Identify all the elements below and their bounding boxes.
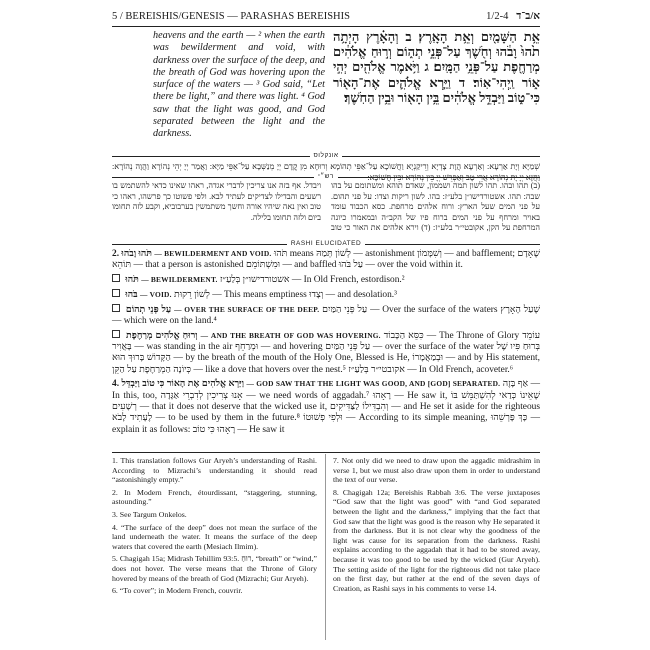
entry-number: 4. (112, 379, 120, 390)
entry-heading-english: — BEWILDERMENT AND VOID. (154, 249, 272, 258)
entry-body: כִּסֵּא הַכָּבוֹד — The Throne of Glory עוֹמֵד בָּאֲוִיר — was standing in the air וּמְרַחֵף — and hovering עַל פְּנֵי הַמַּיִם — over the surface of the water בְּרוּחַ פִּיו שֶׁל הַקָּדוֹשׁ בָּרוּךְ הוּא — by the breath of the mouth of the Holy One, Blessed is He, וּבְמַאֲמָרוֹ — and by His statement, כְּיוֹנָה הַמְרַחֶפֶת עַל הַקֵּן — like a dove that hovers over the nest.⁵ אקובטי״ר בְּלַעַ״ז — In Old French, acoveter.⁶ (112, 330, 541, 375)
entry-body: אַף בָּזֶה — In this, too, אָנוּ צְרִיכִין לְדִבְרֵי אַגָּדָה — we need words of aggadah.⁷ רָאָהוּ — He saw it, שֶׁאֵינוֹ כְּדַאי לְהִשְׁתַּמֵּשׁ בּוֹ רְשָׁעִים — that it does not deserve that the wicked use it, וְהִבְדִּילוֹ לַצַּדִּיקִים — and He set it aside for the righteous לֶעָתִיד לָבֹא — to be used by them in the future.⁸ וּלְפִי פְשׁוּטוֹ — According to its simple meaning, כָּךְ פָּרְשֵׁהוּ — explain it as follows: רָאָהוּ כִּי טוֹב — He saw it (112, 379, 541, 435)
elucidated-entry (112, 330, 540, 376)
running-header (112, 11, 540, 25)
rashi-label-text: רש״י (314, 173, 338, 180)
footnote: 1. This translation follows Gur Aryeh’s understanding of Rashi. According to Mizrachi’s understanding it should read “astonishingly empty.” (112, 456, 317, 485)
entry-box-marker (112, 289, 120, 297)
rashi-elucidated (112, 248, 540, 438)
entry-body: עַל פְּנֵי הַמַּיִם — Over the surface of the waters שֶׁעַל הָאָרֶץ — which were on the land.⁴ (112, 304, 541, 326)
entry-heading-english: — GOD SAW THAT THE LIGHT WAS GOOD, AND [GOD] SEPARATED. (246, 379, 501, 389)
entry-heading-english: — VOID. (140, 289, 172, 299)
elucidated-entry (112, 274, 540, 286)
header-book-title: 5 / BEREISHIS/GENESIS — PARASHAS BEREISHIS (112, 11, 350, 22)
header-verse-range-number: 1/2-4 (486, 11, 509, 22)
entry-number: 2. (112, 249, 120, 259)
rashi-hebrew-text: (ב) תהו ובהו. תהו לשון תמה ושממון, שאדם תוהא ומשתומם על בהו שבה: תהו. אשטורדישו״ן בלע״ז: בהו. לשון ריקות וצדו: על פני תהום. על פני המים שעל הארץ: ורוח אלהים מרחפת. כסא הכבוד עומד באויר ומרחף על פני המים ברוח פיו של הקב״ה ובמאמרו כיונה המרחפת על הקן, אקובטי״ר בלע״ז: (ד) וירא אלהים את האור כי טוב ויבדל. אף בזה אנו צריכין לדברי אגדה, ראהו שאינו כדאי להשתמש בו רשעים והבדילו לצדיקים לעתיד לבא. ולפי פשוטו כך פרשהו, ראהו כי טוב ואין נאה שיהיו אורה וחשך משתמשין בערבוביא, וקבע לזה תחומו ביום ולזה תחומו בלילה. (112, 181, 540, 233)
elucidated-entry (112, 248, 540, 272)
elucidated-entry (112, 304, 540, 328)
elucidated-entry (112, 378, 540, 435)
rashi-label (112, 173, 540, 180)
footnotes-right-column (333, 456, 540, 596)
footnotes-rule (112, 452, 540, 453)
footnote: 2. In Modern French, étourdissant, “staggering, stunning, astounding.” (112, 487, 317, 507)
header-rule (112, 26, 540, 27)
entry-heading-hebrew: תֹּהוּ וָבֹהוּ (121, 249, 153, 259)
onkelos-label-text: אונקלוס (310, 152, 343, 159)
footnotes-column-divider (325, 454, 326, 640)
entry-body: תֹּהוּ means לְשׁוֹן תְּמַהּ — astonishment וְשִׁמָּמוֹן — and bafflement; שֶׁאָדָם תּוֹהֵא — that a person is astonished וּמִשְׁתּוֹמֵם — and baffled עַל בֹּהוּ — over the void within it. (112, 249, 541, 271)
entry-box-marker (112, 330, 120, 338)
entry-heading-english: — OVER THE SURFACE OF THE DEEP. (174, 304, 320, 314)
entry-box-marker (112, 274, 120, 282)
entry-heading-english: — AND THE BREATH OF GOD WAS HOVERING. (200, 330, 381, 340)
entry-heading-english: — BEWILDERMENT. (141, 275, 218, 285)
footnote: 6. “To cover”; in Modern French, couvrir. (112, 586, 243, 596)
english-translation: heavens and the earth — ² when the earth was bewilderment and void, with darkness over the surface of the deep, and the breath of God was hovering upon the surface of the waters — ³ God said, “Let there be light,” and there was light. ⁴ God saw that the light was good, and God separated between the light and the darkness. (153, 30, 326, 140)
entry-body: אשטורדישו״ן בְּלַעַ״ז — In Old French, estordison.² (219, 275, 405, 286)
entry-box-marker (112, 304, 120, 312)
footnote: 4. “The surface of the deep” does not mean the surface of the land underneath the water. It means the surface of the deep waters that covered the earth (Mesiach Ilmim). (112, 522, 317, 551)
entry-body: לְשׁוֹן רֵקוּת — This means emptiness וְצָדוּ — and desolation.³ (173, 289, 397, 300)
entry-heading-hebrew: וְרוּחַ אֱלֹהִים מְרַחֶפֶת (126, 330, 198, 341)
hebrew-verse-text: אֵ֥ת הַשָּׁמַ֖יִם וְאֵ֥ת הָאָֽרֶץ׃ ב וְהָאָ֗רֶץ הָיְתָ֥ה תֹ֙הוּ֙ וָבֹ֔הוּ וְחֹ֖שֶׁךְ עַל־פְּנֵ֣י תְה֑וֹם וְר֣וּחַ אֱלֹהִ֔ים מְרַחֶ֖פֶת עַל־פְּנֵ֥י הַמָּֽיִם׃ ג וַיֹּ֥אמֶר אֱלֹהִ֖ים יְהִ֣י א֑וֹר וַֽיְהִי־אֽוֹר׃ ד וַיַּ֧רְא אֱלֹהִ֛ים אֶת־הָא֖וֹר כִּי־ט֑וֹב וַיַּבְדֵּ֣ל אֱלֹהִ֔ים בֵּ֥ין הָא֖וֹר וּבֵ֥ין הַחֹֽשֶׁךְ׃ (333, 29, 540, 105)
onkelos-text: שְׁמַיָּא וְיָת אַרְעָא: וְאַרְעָא הֲוָת צָדְיָא וְרֵיקַנְיָא וַחֲשׁוֹכָא עַל־אַפֵּי תְהוֹמָא וְרוּחָא מִן קֳדָם יְיָ מְנַשְּׁבָא עַל־אַפֵּי מַיָּא: וַאֲמַר יְיָ יְהֵי נְהוֹרָא וַהֲוָה נְהוֹרָא: וַחֲזָא יְיָ יָת נְהוֹרָא אֲרֵי טָב וְאַפְרֵשׁ יְיָ בֵּין נְהוֹרָא וּבֵין חֲשׁוֹכָא: (112, 162, 540, 182)
footnote: 3. See Targum Onkelos. (112, 509, 187, 519)
entry-heading-hebrew: בֹּהוּ (125, 289, 138, 300)
elucidated-label (112, 240, 540, 247)
entry-heading-hebrew: עַל פְּנֵי תְהוֹם (125, 304, 172, 315)
onkelos-label (112, 152, 540, 159)
footnotes-left-column (112, 456, 317, 599)
footnote: 7. Not only did we need to draw upon the aggadic midrashim in verse 1, but we must also draw upon them in order to understand the text of our verse. (333, 456, 540, 485)
entry-heading-hebrew: וַיַּרְא אֱלֹהִים אֶת הָאוֹר כִּי טוֹב וַיַּבְדֵּל (121, 379, 244, 390)
footnote: 5. Chagigah 15a; Midrash Tehillim 93:5. רוּחַ, “breath” or “wind,” does not hover. The verse means that the Throne of Glory hovered by means of the breath of God (Mizrachi; Gur Aryeh). (112, 554, 317, 583)
elucidated-entry (112, 289, 540, 301)
elucidated-label-text: RASHI ELUCIDATED (287, 240, 365, 247)
footnote: 8. Chagigah 12a; Bereishis Rabbah 3:6. The verse juxtaposes “God saw that the light was good” with “and God separated between the light and the darkness,” implying that the fact that God saw that the light was good is the reason why He separated it from the darkness. But it is not clear why the goodness of the light was cause for its separation from the darkness. Rashi explains according to the aggadah that it had to be stored away, because it was too good to be used by the wicked (Gur Aryeh). The setting aside of the light for the righteous did not take place on the first day, but rather at the end of the seven days of Creation, as Rashi says in his comments to verse 14. (333, 487, 540, 593)
header-verse-range (486, 11, 540, 22)
header-hebrew-range: א/ב־ד (516, 11, 540, 22)
entry-heading-hebrew: תֹּהוּ (125, 275, 139, 286)
